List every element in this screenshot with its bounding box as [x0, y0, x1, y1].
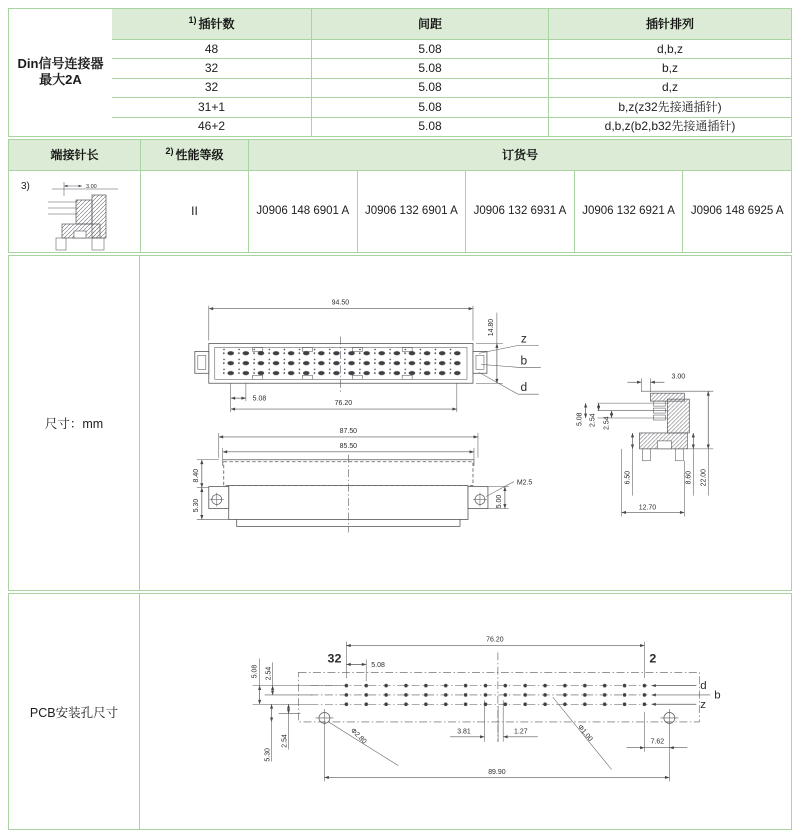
- pcb-pin-32: 32: [327, 651, 342, 666]
- termination-drawing-cell: [9, 170, 140, 252]
- dim-pcb-vb2: 5.30: [264, 748, 272, 762]
- table-cell: b,z: [548, 58, 791, 77]
- table-cell: 32: [112, 58, 311, 77]
- pcb-section-label: PCB安装孔尺寸: [9, 594, 140, 829]
- dim-pcb-o1: 3.81: [457, 728, 471, 736]
- dim-front-span: 76.20: [334, 400, 353, 408]
- table-cell: 5.08: [311, 78, 548, 97]
- dim-pcb-edge: 7.62: [650, 738, 665, 746]
- header-pin-count: [112, 9, 311, 39]
- table-cell: d,z: [548, 78, 791, 97]
- order-number: J0906 132 6921 A: [574, 170, 683, 252]
- header-pitch: [311, 9, 548, 39]
- dim-rear-h2: 5.30: [192, 498, 200, 513]
- header-pin-count-label: 插针数: [198, 16, 235, 31]
- side-view: [577, 373, 714, 516]
- table-cell: 31+1: [112, 97, 311, 116]
- footnote-ref-2: 2): [165, 146, 174, 157]
- dim-rear-w1: 87.50: [339, 427, 358, 435]
- dimension-drawings: [140, 256, 791, 590]
- rear-view: [193, 428, 533, 532]
- order-number: J0906 132 6931 A: [465, 170, 574, 252]
- dim-side-v2: 8.60: [685, 470, 693, 485]
- table-cell: b,z(z32先接通插针): [548, 97, 791, 116]
- front-view: [195, 300, 541, 412]
- header-termination-label: 端接针长: [50, 147, 99, 162]
- pcb-pin-2: 2: [649, 651, 657, 666]
- table-cell: 32: [112, 78, 311, 97]
- dim-pcb-pitch: 5.08: [371, 661, 385, 669]
- pcb-row-z: z: [700, 699, 707, 712]
- row-label-d: d: [520, 380, 528, 395]
- dim-side-p1: 5.08: [576, 412, 584, 426]
- dim-pcb-vb1: 2.54: [281, 734, 289, 748]
- order-number-table: [8, 139, 792, 253]
- table-cell: 46+2: [112, 117, 311, 136]
- pcb-row-b: b: [714, 689, 721, 702]
- dim-pcb-vp2: 2.54: [265, 666, 273, 681]
- mini-dim-3mm: 3.00: [86, 184, 97, 190]
- header-pin-arrangement-label: 插针排列: [645, 16, 694, 31]
- dim-pcb-span: 76.20: [486, 636, 504, 644]
- pin-spec-table: [8, 8, 792, 137]
- dim-side-top: 3.00: [671, 373, 686, 381]
- header-performance-grade: [140, 140, 248, 170]
- dim-side-v4: 12.70: [638, 504, 657, 512]
- connector-dimension-drawing: [140, 256, 791, 590]
- dim-front-width: 94.50: [331, 299, 350, 307]
- dim-pcb-hole2: Φ1.00: [576, 723, 594, 743]
- header-order-label: 订货号: [501, 147, 538, 162]
- pcb-drawings: [140, 594, 791, 829]
- header-termination-pin-length: [9, 140, 140, 170]
- product-name-cell: [9, 9, 112, 136]
- dim-rear-h1: 8.40: [192, 468, 200, 483]
- dim-front-pitch: 5.08: [252, 395, 267, 403]
- order-number: J0906 148 6925 A: [682, 170, 791, 252]
- table-cell: 5.08: [311, 58, 548, 77]
- dim-pcb-hole1: Φ2.80: [348, 727, 368, 746]
- order-number: J0906 148 6901 A: [248, 170, 357, 252]
- dim-rear-screw: M2.5: [516, 479, 533, 487]
- pcb-hole-drawing: [140, 594, 791, 829]
- dim-side-v3: 22.00: [700, 468, 708, 487]
- header-pitch-label: 间距: [417, 16, 442, 31]
- table-cell: 5.08: [311, 39, 548, 58]
- dimension-section-label: 尺寸：mm: [9, 256, 140, 590]
- product-name-line1: Din信号连接器: [17, 56, 104, 72]
- pcb-layout: [252, 637, 721, 782]
- dimension-section: [8, 255, 792, 591]
- dim-side-v1: 6.50: [624, 470, 632, 485]
- table-cell: d,b,z(b2,b32先接通插针): [548, 117, 791, 136]
- header-performance-label: 性能等级: [175, 147, 224, 162]
- pcb-section: [8, 593, 792, 830]
- footnote-ref-1: 1): [188, 15, 197, 26]
- dim-pcb-total: 89.90: [488, 768, 506, 776]
- table-cell: 5.08: [311, 117, 548, 136]
- table-cell: 48: [112, 39, 311, 58]
- header-pin-arrangement: [548, 9, 791, 39]
- table-cell: d,b,z: [548, 39, 791, 58]
- header-order-number: [248, 140, 791, 170]
- dim-rear-w2: 85.50: [339, 442, 358, 450]
- pcb-row-d: d: [700, 680, 707, 693]
- termination-pin-thumbnail-drawing: [9, 171, 138, 253]
- mini-cross-section: [48, 182, 118, 250]
- row-label-z: z: [520, 331, 527, 346]
- product-name-line2: 最大2A: [39, 72, 82, 88]
- dim-pcb-o2: 1.27: [514, 728, 528, 736]
- dim-rear-h3: 5.00: [495, 494, 503, 509]
- dim-front-height: 14.80: [487, 318, 495, 337]
- footnote-ref-3: 3): [21, 181, 30, 192]
- dim-pcb-vp1: 5.08: [251, 664, 259, 679]
- row-label-b: b: [520, 353, 528, 368]
- dim-side-p3: 2.54: [603, 416, 611, 430]
- table-cell: 5.08: [311, 97, 548, 116]
- performance-grade-value: II: [140, 170, 248, 252]
- order-number: J0906 132 6901 A: [357, 170, 466, 252]
- dim-side-p2: 2.54: [589, 413, 597, 427]
